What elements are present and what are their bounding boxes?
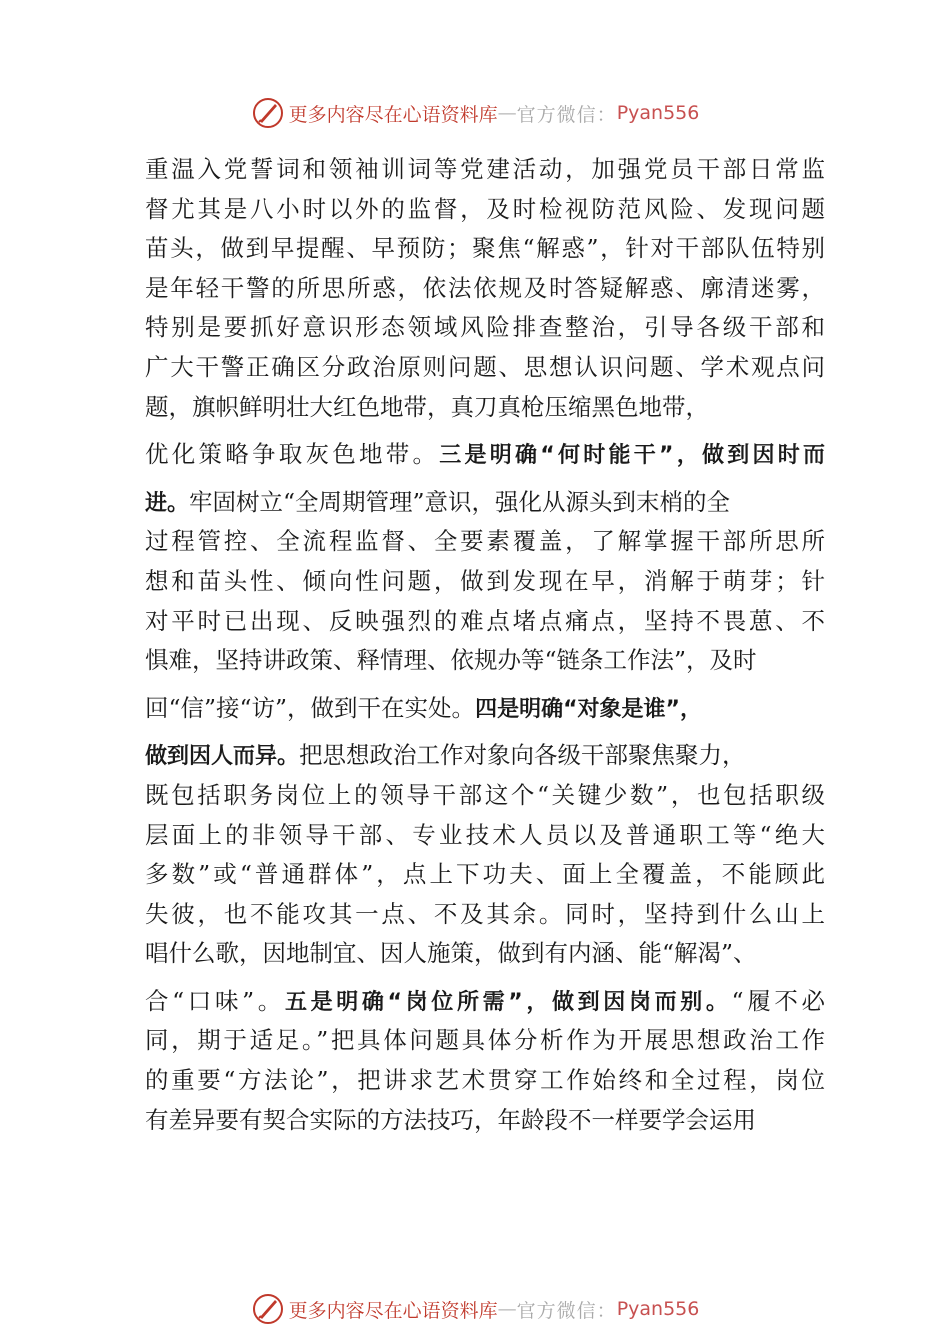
text-line	[145, 308, 825, 348]
text-run: 题，旗帜鲜明壮大红色地带，真刀真枪压缩黑色地带，	[145, 392, 709, 421]
text-line	[145, 1021, 825, 1061]
watermark-brand: 更多内容尽在心语资料库	[288, 1299, 498, 1322]
text-line	[145, 934, 825, 974]
text-run: 督尤其是八小时以外的监督，及时检视防范风险、发现问题	[145, 194, 825, 223]
text-line	[145, 483, 825, 523]
text-run: 广大干警正确区分政治原则问题、思想认识问题、学术观点问	[145, 352, 825, 381]
text-line	[145, 1061, 825, 1101]
text-run: 同，期于适足。”把具体问题具体分析作为开展思想政治工作	[145, 1026, 825, 1055]
text-run: 想和苗头性、倾向性问题，做到发现在早，消解于萌芽；针	[145, 566, 825, 595]
text-run: 多数”或“普通群体”，点上下功夫、面上全覆盖，不能顾此	[145, 860, 825, 889]
header-watermark	[0, 96, 950, 130]
text-line	[145, 641, 825, 681]
text-line	[145, 150, 825, 190]
text-run: 有差异要有契合实际的方法技巧，年龄段不一样要学会运用	[145, 1105, 756, 1134]
text-line	[145, 348, 825, 388]
watermark-label: 官方微信：	[516, 103, 617, 126]
watermark-separator: —	[497, 1298, 517, 1320]
text-line	[145, 895, 825, 935]
quill-logo-icon	[251, 1292, 285, 1326]
watermark-wechat-id: Pyan556	[616, 102, 700, 124]
text-line	[145, 435, 825, 475]
text-run: 重温入党誓词和领袖训词等党建活动，加强党员干部日常监	[145, 155, 825, 183]
text-run: 是年轻干警的所思所惑，依法依规及时答疑解惑、廓清迷雾，	[145, 273, 825, 302]
watermark-brand: 更多内容尽在心语资料库	[288, 103, 498, 126]
bold-heading-run: 四是明确“对象是谁”，	[475, 696, 702, 722]
text-run: 苗头，做到早提醒、早预防；聚焦“解惑”，针对干部队伍特别	[145, 234, 825, 263]
footer-watermark	[0, 1292, 950, 1326]
text-run: 合“口味”。	[145, 986, 285, 1015]
bold-heading-run: 三是明确“何时能干”，做到因时而	[439, 443, 826, 469]
text-line	[145, 1101, 825, 1141]
text-line	[145, 689, 825, 729]
text-line	[145, 522, 825, 562]
text-line	[145, 816, 825, 856]
text-run: 惧难，坚持讲政策、释情理、依规办等“链条工作法”，及时	[145, 646, 757, 675]
text-run: 回“信”接“访”，做到干在实处。	[145, 693, 476, 722]
text-run: 对平时已出现、反映强烈的难点堵点痛点，坚持不畏葸、不	[145, 606, 825, 635]
text-run: 优化策略争取灰色地带。	[145, 440, 440, 469]
watermark-separator: —	[497, 102, 517, 124]
text-line	[145, 736, 825, 776]
text-line	[145, 855, 825, 895]
text-line	[145, 982, 825, 1022]
text-line	[145, 562, 825, 602]
text-run: 层面上的非领导干部、专业技术人员以及普通职工等“绝大	[145, 820, 825, 849]
text-line	[145, 388, 825, 428]
text-run: 唱什么歌，因地制宜、因人施策，做到有内涵、能“解渴”、	[145, 939, 757, 968]
text-run: 既包括职务岗位上的领导干部这个“关键少数”，也包括职级	[145, 780, 825, 809]
bold-heading-run: 做到因人而异。	[145, 744, 300, 770]
text-run: 失彼，也不能攻其一点、不及其余。同时，坚持到什么山上	[145, 899, 825, 928]
text-run: 牢固树立“全周期管理”意识，强化从源头到末梢的全	[189, 487, 731, 516]
text-line	[145, 776, 825, 816]
text-run: 的重要“方法论”，把讲求艺术贯穿工作始终和全过程，岗位	[145, 1066, 825, 1095]
text-run: 过程管控、全流程监督、全要素覆盖，了解掌握干部所思所	[145, 527, 825, 556]
text-line	[145, 229, 825, 269]
text-run: 特别是要抓好意识形态领域风险排查整治，引导各级干部和	[145, 313, 825, 342]
quill-logo-icon	[251, 96, 285, 130]
watermark-wechat-id: Pyan556	[616, 1298, 700, 1320]
watermark-label: 官方微信：	[516, 1299, 617, 1322]
text-line	[145, 269, 825, 309]
bold-heading-run: 进。	[145, 490, 190, 516]
text-line	[145, 190, 825, 230]
bold-heading-run: 五是明确“岗位所需”，做到因岗而别。	[284, 989, 732, 1015]
text-line	[145, 602, 825, 642]
document-body	[145, 150, 825, 1140]
text-run: 把思想政治工作对象向各级干部聚焦聚力，	[299, 741, 746, 770]
text-run: “履不必	[731, 986, 826, 1015]
